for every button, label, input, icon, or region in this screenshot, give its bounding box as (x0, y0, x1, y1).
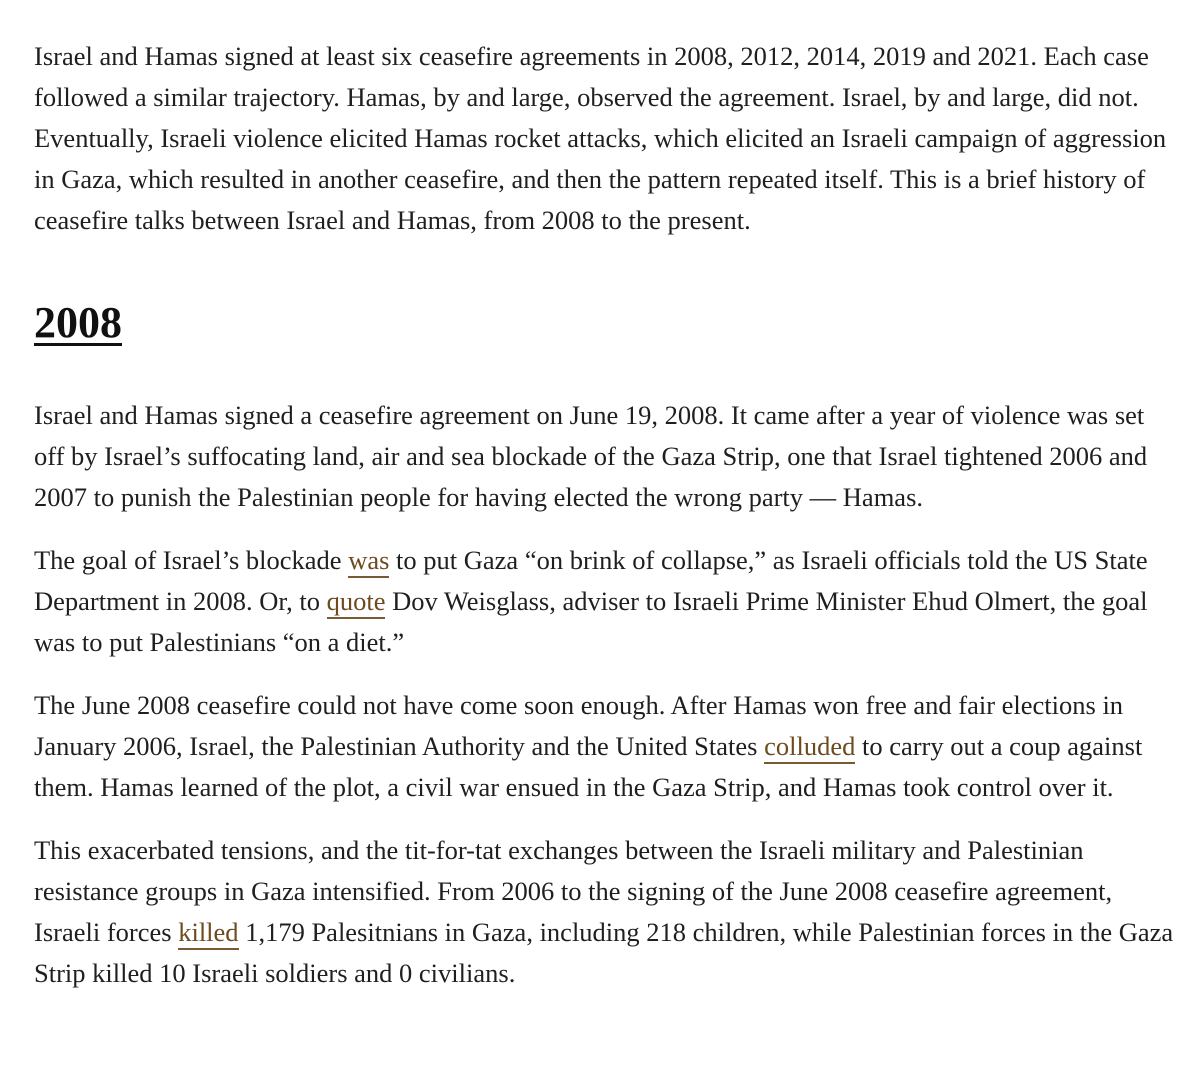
text-segment: This exacerbated tensions, and the tit-for-tat exchanges between the Israeli military and Palestinian resistance groups in Gaza intensified. From 2006 to the signing of the June 2008 ceasefire agreement, Israeli forces (34, 835, 1113, 947)
link-killed[interactable]: killed (178, 917, 238, 950)
section-heading-text: 2008 (34, 298, 122, 347)
text-segment: to put Gaza “on brink of collapse,” as Israeli officials told the US State Department in 2008. Or, to (34, 545, 1148, 616)
text-segment: to carry out a coup against them. Hamas learned of the plot, a civil war ensued in the Gaza Strip, and Hamas took control over it. (34, 731, 1143, 802)
link-was[interactable]: was (348, 545, 389, 578)
link-colluded[interactable]: colluded (764, 731, 855, 764)
intro-paragraph: Israel and Hamas signed at least six ceasefire agreements in 2008, 2012, 2014, 2019 and 2021. Each case followed a similar trajectory. Hamas, by and large, observed the agreement. Israel, by and large, did not. Eventually, Israeli violence elicited Hamas rocket attacks, which elicited an Israeli campaign of aggression in Gaza, which resulted in another ceasefire, and then the pattern repeated itself. This is a brief history of ceasefire talks between Israel and Hamas, from 2008 to the present. (34, 41, 1167, 235)
paragraph-blockade-goal (34, 540, 1178, 663)
paragraph-casualties (34, 830, 1178, 994)
link-quote[interactable]: quote (327, 586, 386, 619)
text-segment: 1,179 Palesitnians in Gaza, including 218 children, while Palestinian forces in the Gaza Strip killed 10 Israeli soldiers and 0 civilians. (34, 917, 1174, 988)
text-segment: Dov Weisglass, adviser to Israeli Prime Minister Ehud Olmert, the goal was to put Palestinians “on a diet.” (34, 586, 1148, 657)
section-heading-2008 (34, 295, 1178, 351)
text-segment: The June 2008 ceasefire could not have come soon enough. After Hamas won free and fair elections in January 2006, Israel, the Palestinian Authority and the United States (34, 690, 1124, 761)
paragraph-coup (34, 685, 1178, 808)
paragraph-ceasefire-2008: Israel and Hamas signed a ceasefire agreement on June 19, 2008. It came after a year of violence was set off by Israel’s suffocating land, air and sea blockade of the Gaza Strip, one that Israel tightened 2006 and 2007 to punish the Palestinian people for having elected the wrong party — Hamas. (34, 400, 1148, 512)
text-segment: The goal of Israel’s blockade (34, 545, 349, 575)
